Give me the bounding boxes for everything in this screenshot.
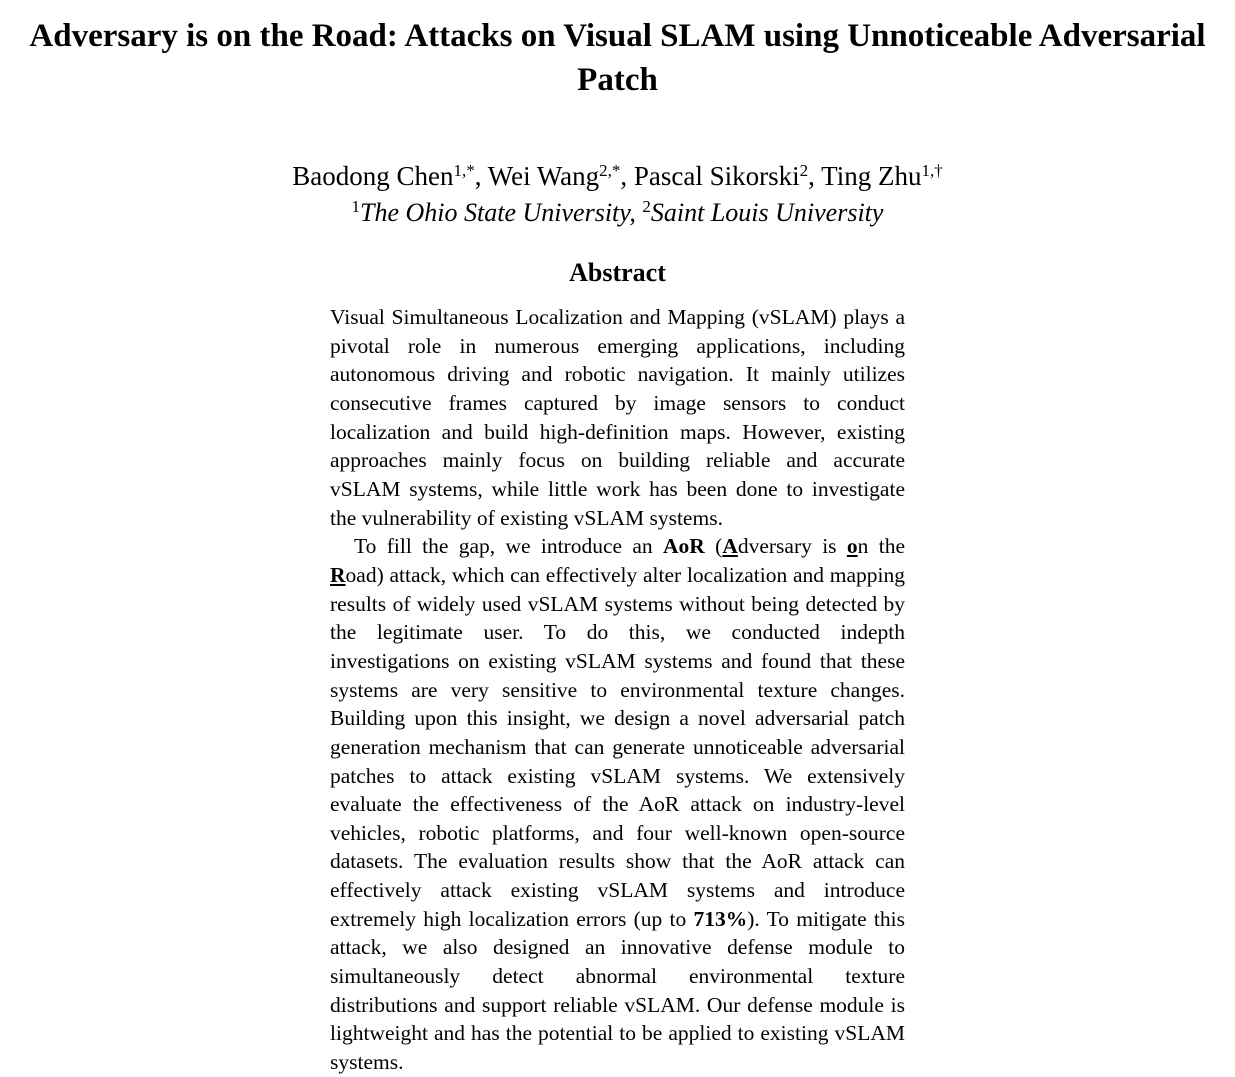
author-name: Wei Wang (487, 161, 600, 191)
affiliation-name: Saint Louis University (650, 198, 884, 227)
abstract-text: n the (857, 534, 905, 559)
title-line-1: Adversary is on the Road: Attacks on Visual SLAM using Unnoticeable Adversarial (29, 18, 1206, 54)
author-list: Baodong Chen$^{1,*}$, Wei Wang$^{2,*}$, Pascal Sikorski$^2$, Ting Zhu$^{1,\dagger}$ (292, 161, 943, 191)
abstract-paragraph-1: Visual Simultaneous Localization and Mapping (vSLAM) plays a pivotal role in numerous emerging applications, including autonomous driving and robotic navigation. It mainly utilizes consecutive frames captured by image sensors to conduct localization and build high-definition maps. However, existing approaches mainly focus on building reliable and accurate vSLAM systems, while little work has been done to investigate the vulnerability of existing vSLAM systems. (330, 305, 905, 530)
abstract-text: ). To mitigate this attack, we also designed an innovative defense module to simultaneously detect abnormal environmental texture distributions and support reliable vSLAM. Our defense module is lightweight and has the potential to be applied to existing vSLAM systems. (330, 906, 905, 1075)
paper-title (0, 14, 1235, 102)
abstract-paragraph-2 (330, 532, 905, 1076)
error-percentage: 713% (693, 906, 748, 931)
acronym-letter-a: A (722, 534, 738, 559)
affiliation-mark: 1 (351, 197, 361, 216)
author-name: Pascal Sikorski (633, 161, 800, 191)
author-affiliation-mark: 2,* (599, 161, 621, 180)
author-affiliation-mark: 1,† (921, 161, 943, 180)
author-affiliation-mark: 2 (799, 161, 809, 180)
acronym-letter-o: o (846, 534, 858, 559)
abstract-text: ( (704, 534, 723, 559)
abstract-heading: Abstract (569, 258, 666, 287)
aor-acronym: AoR (663, 534, 705, 559)
author-name: Baodong Chen (292, 161, 454, 191)
author-affiliation-mark: 1,* (453, 161, 475, 180)
abstract-text: oad) attack, which can effectively alter localization and mapping results of widely used vSLAM systems without being detected by the legitimate user. To do this, we conducted indepth investigations on existing vSLAM systems and found that these systems are very sensitive to environmental texture changes. Building upon this insight, we design a novel adversarial patch generation mechanism that can generate unnoticeable adversarial patches to attack existing vSLAM systems. We extensively evaluate the effectiveness of the AoR attack on industry-level vehicles, robotic platforms, and four well-known open-source datasets. The evaluation results show that the AoR attack can effectively attack existing vSLAM systems and introduce extremely high localization errors (up to (330, 562, 905, 931)
abstract-text: To fill the gap, we introduce an (354, 534, 664, 559)
title-line-2: Patch (577, 62, 658, 98)
author-name: Ting Zhu (821, 161, 922, 191)
affiliation-mark: 2 (642, 197, 651, 216)
affiliation-name: The Ohio State University, (360, 198, 636, 227)
acronym-letter-r: R (330, 562, 346, 587)
abstract-text: dversary is (737, 534, 847, 559)
abstract-body (330, 303, 905, 1077)
affiliation-list (0, 195, 1235, 231)
